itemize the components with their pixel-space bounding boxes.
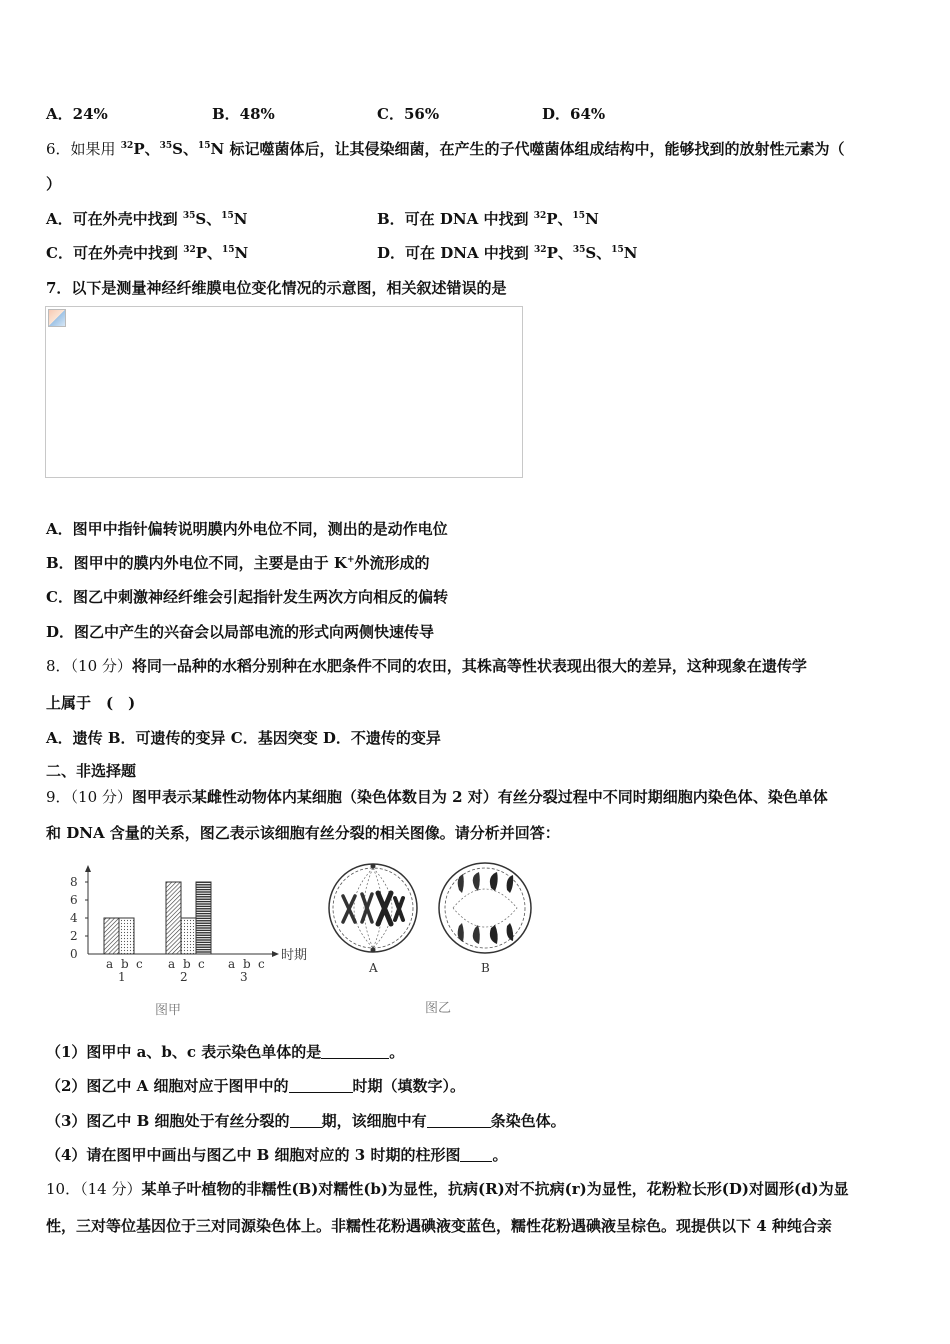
q6-stem: 6．如果用 $^{32}$P、$^{35}$S、$^{15}$N 标记噬菌体后，让其侵染细菌，在产生的子代噬菌体组成结构中，能够找到的放射性元素为（ xyxy=(46,140,845,158)
cell-b-label: B xyxy=(481,961,490,975)
q9-stem-2: 和 DNA 含量的关系，图乙表示该细胞有丝分裂的相关图像。请分析并回答： xyxy=(46,824,560,842)
section-title: 二、非选择题 xyxy=(46,762,137,780)
period-tick-label: 3 xyxy=(240,970,248,984)
q5-option-b: B．48% xyxy=(212,105,275,123)
series-tick-label: c xyxy=(198,957,205,971)
figure-jia-bar-chart xyxy=(60,862,330,1022)
x-axis-arrow-icon xyxy=(272,951,279,957)
iso-35: 35 xyxy=(159,141,173,151)
figure-yi-cells xyxy=(325,860,540,1020)
q8-options: A．遗传 B．可遗传的变异 C．基因突变 D．不遗传的变异 xyxy=(46,729,441,747)
q6-prefix: 6．如果用 xyxy=(46,140,116,158)
iso-15: 15 xyxy=(197,141,211,151)
bar-period2-c xyxy=(196,882,211,954)
period-tick-label: 1 xyxy=(118,970,126,984)
q8-stem-2: 上属于 ( ) xyxy=(46,694,136,712)
y-axis-arrow-icon xyxy=(85,865,91,872)
q7-image-placeholder xyxy=(45,306,523,478)
iso-32: 32 xyxy=(120,141,134,151)
q6-option-d: D．可在 DNA 中找到 $^{32}$P、$^{35}$S、$^{15}$N xyxy=(377,244,638,262)
q6-stem-mid: 标记噬菌体后，让其侵染细菌，在产生的子代噬菌体组成结构中，能够找到的放射性元素为（ xyxy=(229,140,845,158)
series-tick-label: c xyxy=(258,957,265,971)
q5-option-c: C．56% xyxy=(377,105,440,123)
q6-option-c: C．可在外壳中找到 $^{32}$P、$^{15}$N xyxy=(46,244,249,262)
q6-option-b: B．可在 DNA 中找到 $^{32}$P、$^{15}$N xyxy=(377,210,599,228)
q9-sub2: （2）图乙中 A 细胞对应于图甲中的 时期（填数字）。 xyxy=(46,1077,466,1095)
q10-stem: 10．（14 分）某单子叶植物的非糯性(B)对糯性(b)为显性，抗病(R)对不抗病(r)为显性，花粉粒长形(D)对圆形(d)为显 xyxy=(46,1180,849,1198)
answer-blank[interactable] xyxy=(321,1044,389,1059)
series-tick-label: c xyxy=(136,957,143,971)
q7-option-a: A．图甲中指针偏转说明膜内外电位不同，测出的是动作电位 xyxy=(46,520,448,538)
y-tick-label: 8 xyxy=(70,875,78,889)
cell-a-label: A xyxy=(369,961,378,975)
q5-option-a: A．24% xyxy=(46,105,108,123)
cell-a-diagram xyxy=(329,864,417,976)
q7-option-b: B．图甲中的膜内外电位不同，主要是由于 K+外流形成的 xyxy=(46,554,430,572)
series-tick-label: b xyxy=(121,957,129,971)
y-tick-label: 4 xyxy=(70,911,78,925)
q8-stem: 8．（10 分）将同一品种的水稻分别种在水肥条件不同的农田，其株高等性状表现出很大的差异，这种现象在遗传学 xyxy=(46,657,807,675)
cell-b-diagram xyxy=(439,863,531,975)
y-tick-label: 0 xyxy=(70,947,78,961)
bar-period1-b xyxy=(119,918,134,954)
period-tick-label: 2 xyxy=(180,970,188,984)
answer-blank[interactable] xyxy=(460,1147,492,1162)
q10-stem-2: 性，三对等位基因位于三对同源染色体上。非糯性花粉遇碘液变蓝色，糯性花粉遇碘液呈棕色。现提供以下 4 种纯合亲 xyxy=(46,1217,832,1235)
q9-stem: 9．（10 分）图甲表示某雌性动物体内某细胞（染色体数目为 2 对）有丝分裂过程中不同时期细胞内染色体、染色单体 xyxy=(46,788,828,806)
series-tick-label: a xyxy=(106,957,114,971)
x-axis-label: 时期 xyxy=(281,948,308,963)
answer-blank[interactable] xyxy=(289,1078,353,1093)
series-tick-label: b xyxy=(183,957,191,971)
q9-sub4: （4）请在图甲中画出与图乙中 B 细胞对应的 3 时期的柱形图 。 xyxy=(46,1146,508,1164)
series-tick-label: a xyxy=(228,957,236,971)
bar-period1-a xyxy=(104,918,119,954)
bar-period2-a xyxy=(166,882,181,954)
q7-stem: 7．以下是测量神经纤维膜电位变化情况的示意图，相关叙述错误的是 xyxy=(46,279,507,297)
answer-blank[interactable] xyxy=(427,1113,491,1128)
q9-sub1: （1）图甲中 a、b、c 表示染色单体的是 。 xyxy=(46,1043,405,1061)
q7-option-d: D．图乙中产生的兴奋会以局部电流的形式向两侧快速传导 xyxy=(46,623,435,641)
series-tick-label: a xyxy=(168,957,176,971)
q7-option-c: C．图乙中刺激神经纤维会引起指针发生两次方向相反的偏转 xyxy=(46,588,448,606)
q9-sub3: （3）图乙中 B 细胞处于有丝分裂的 期，该细胞中有 条染色体。 xyxy=(46,1112,566,1130)
answer-blank[interactable] xyxy=(290,1113,322,1128)
q6-option-a: A．可在外壳中找到 $^{35}$S、$^{15}$N xyxy=(46,210,248,228)
series-tick-label: b xyxy=(243,957,251,971)
y-tick-label: 2 xyxy=(70,929,78,943)
q5-option-d: D．64% xyxy=(542,105,606,123)
figure-jia-caption: 图甲 xyxy=(155,1003,182,1018)
figure-yi-caption: 图乙 xyxy=(425,1001,452,1016)
bar-period2-b xyxy=(181,918,196,954)
q6-stem-end: ） xyxy=(46,175,62,193)
y-tick-label: 6 xyxy=(70,893,78,907)
broken-image-icon xyxy=(48,309,66,327)
